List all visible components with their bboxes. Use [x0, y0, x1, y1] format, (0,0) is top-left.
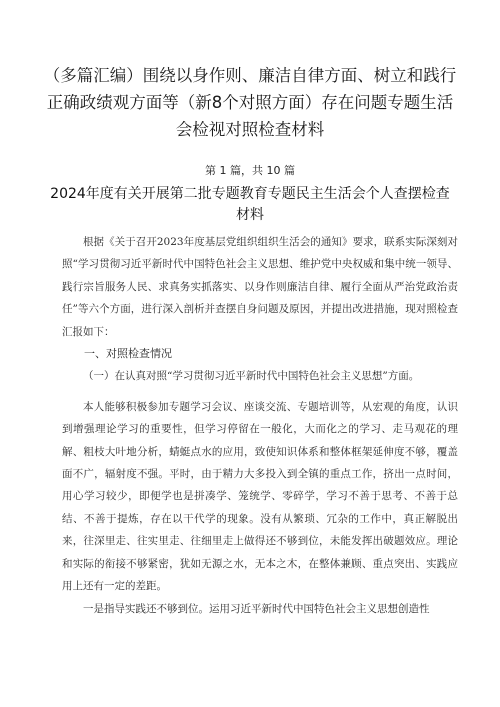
body-paragraph: 本人能够积极参加专题学习会议、座谈交流、专题培训等，从宏观的角度，认识到增强理论学习的重要性，但学习停留在一般化，大而化之的学习、走马观花的理解、粗枝大叶地分析，蜻蜓点水的应用，致使知识体系和整体框架延伸度不够，覆盖面不广，辐射度不强。平时，由于精力大多投入到全镇的重点工作，挤出一点时间，用心学习较少，即便学也是拼凑学、笼统学、零碎学，学习不善于思考、不善于总结、不善于提炼，存在以干代学的现象。没有从繁琐、冗杂的工作中，真正解脱出来，往深里走、往实里走、往细里走上做得还不够到位，未能发挥出破题效应。理论和实际的衔接不够紧密，犹如无源之水，无本之木，在整体兼顾、重点突出、实践应用上还有一定的差距。	[62, 400, 458, 593]
section-heading: 一、对照检查情况	[84, 347, 172, 361]
page-count: 第 1 篇，共 10 篇	[205, 164, 295, 177]
main-title: （多篇汇编）围绕以身作则、廉洁自律方面、树立和践行正确政绩观方面等（新8个对照方面）存在问题专题生活会检视对照检查材料	[43, 66, 457, 139]
document-body	[62, 231, 458, 620]
subsection-heading: （一）在认真对照“学习贯彻习近平新时代中国特色社会主义思想”方面。	[83, 370, 420, 383]
document-title: 2024年度有关开展第二批专题教育专题民主生活会个人查摆检查材料	[50, 186, 450, 223]
intro-paragraph: 根据《关于召开2023年度基层党组织组织生活会的通知》要求，联系实际深刻对照“学习贯彻习近平新时代中国特色社会主义思想、维护党中央权威和集中统一领导、践行宗旨服务人民、求真务实抓落实、以身作则廉洁自律、履行全面从严治党政治责任”等六个方面，进行深入剖析并查摆自身问题及原因，并提出改进措施，现对照检查汇报如下：	[62, 236, 458, 338]
body-paragraph-continued: 一是指导实践还不够到位。运用习近平新时代中国特色社会主义思想创造性	[83, 602, 430, 615]
